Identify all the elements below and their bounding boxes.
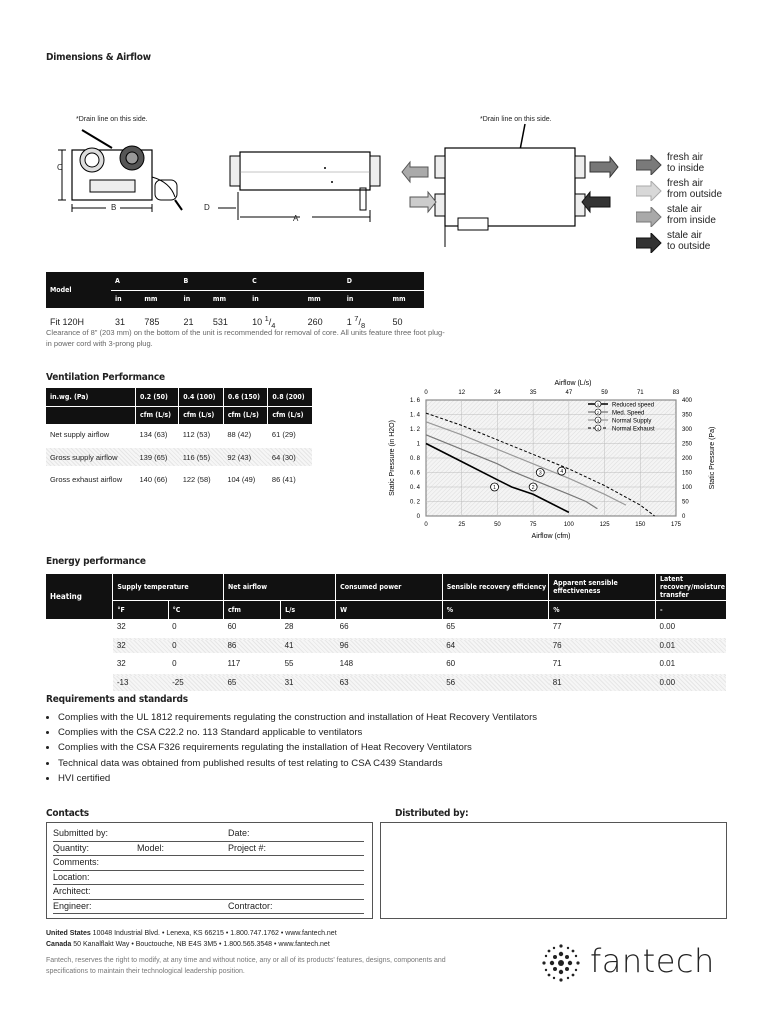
column-header: Net airflow — [223, 574, 335, 601]
x2-tick-label: 83 — [672, 390, 680, 396]
column-header: Latent recovery/moisture transfer — [656, 574, 727, 601]
dim-c-label: C — [57, 163, 63, 172]
requirements-list — [46, 710, 758, 786]
x-tick-label: 0 — [424, 522, 428, 528]
series-marker-label: 2 — [531, 485, 535, 491]
table-row — [46, 448, 312, 466]
cell: 81 — [552, 677, 562, 687]
unit-header: mm — [307, 295, 321, 304]
row-label: Gross exhaust airflow — [50, 474, 123, 484]
unit-header: in — [115, 295, 122, 304]
dim-a-label: A — [293, 214, 299, 223]
legend-item — [636, 204, 736, 230]
legend-marker-label: 2 — [596, 409, 600, 415]
y2-tick-label: 250 — [682, 441, 693, 448]
x-tick-label: 25 — [458, 522, 466, 528]
arrow-icon — [636, 181, 662, 201]
energy-table — [46, 574, 726, 691]
drain-note-right: *Drain line on this side. — [480, 116, 552, 123]
legend-label: fresh air from outside — [667, 178, 723, 200]
unit-drawings — [40, 122, 640, 272]
architect-field[interactable]: Architect: — [53, 886, 91, 896]
series-marker-label: 3 — [538, 470, 542, 477]
cell: 56 — [446, 677, 456, 687]
address-block — [46, 928, 337, 950]
cell: 0.00 — [659, 677, 676, 687]
cell: 32 — [116, 622, 126, 632]
cell: 61 (29) — [271, 429, 296, 439]
unit-header: in — [252, 295, 259, 304]
y-tick-label: 0. 4 — [409, 485, 420, 491]
x2-tick-label: 47 — [565, 390, 573, 396]
cell: 55 — [284, 659, 294, 668]
list-item: • Complies with the UL 1812 requirements regulating the construction and installation of Heat Recovery Ventilators — [58, 710, 758, 725]
table-row — [46, 619, 726, 637]
us-label: United States — [46, 930, 91, 937]
cell: -13 — [116, 677, 129, 687]
requirements-title: Requirements and standards — [46, 694, 188, 705]
dimension-note: Clearance of 8" (203 mm) on the bottom of the unit is recommended for removal of core. All units feature three foot plug-in power cord with 3-prong plug. — [46, 328, 445, 348]
cell: 65 — [446, 622, 456, 632]
cell: 0.01 — [659, 641, 676, 650]
y-tick-label: 0. 8 — [409, 456, 420, 462]
distributed-title: Distributed by: — [395, 808, 469, 819]
fantech-wordmark: fantech — [590, 942, 715, 980]
y-tick-label: 1. 2 — [409, 427, 420, 433]
table-row — [46, 655, 726, 673]
ventilation-table — [46, 388, 312, 488]
cell: 0 — [172, 622, 177, 632]
row-label: Net supply airflow — [50, 429, 110, 439]
unit-header: % — [442, 601, 548, 619]
cell: 77 — [552, 622, 562, 632]
row-label: Gross supply airflow — [50, 452, 118, 462]
table-row — [46, 673, 726, 691]
y-tick-label: 1. 4 — [409, 412, 420, 419]
cell: -25 — [172, 677, 184, 687]
x-tick-label: 75 — [529, 522, 537, 528]
unit-header: in — [346, 295, 354, 304]
y2-tick-label: 50 — [682, 499, 689, 506]
cell: 0.00 — [659, 622, 676, 632]
cell: 112 (53) — [182, 429, 211, 439]
cell: 148 — [339, 659, 354, 668]
fantech-logo-icon — [540, 942, 582, 984]
denominator: 4 — [271, 320, 276, 330]
ca-address — [46, 939, 337, 950]
series-marker-label: 4 — [560, 469, 564, 476]
x2-tick-label: 12 — [458, 390, 466, 396]
group-header: A — [115, 276, 120, 285]
energy-title: Energy performance — [46, 556, 146, 567]
location-field[interactable]: Location: — [53, 871, 90, 882]
y2-tick-label: 400 — [682, 398, 693, 404]
cell: 41 — [284, 641, 294, 650]
cell: 117 — [227, 659, 241, 668]
arrow-icon — [636, 233, 662, 253]
x2-tick-label: 71 — [636, 390, 644, 396]
unit-header: °C — [168, 601, 223, 619]
table-row — [46, 637, 726, 655]
engineer-field[interactable]: Engineer: — [53, 900, 92, 911]
submitted-field[interactable]: Submitted by: — [53, 828, 109, 838]
cell: 10 $^1/_4$ — [252, 314, 276, 330]
x-tick-label: 50 — [494, 522, 501, 528]
cell: 63 — [339, 677, 349, 687]
form-row — [53, 856, 364, 871]
y2-tick-label: 0 — [682, 514, 686, 520]
airflow-legend — [636, 152, 736, 256]
cell: 65 — [227, 677, 237, 687]
model-header: Model — [50, 286, 72, 294]
form-row — [53, 827, 364, 842]
cell: 86 — [227, 641, 237, 650]
legend-label: Reduced speed — [612, 402, 655, 409]
cell: 96 — [339, 641, 349, 650]
cell: 116 (55) — [182, 452, 211, 462]
legend-label: Normal Exhaust — [612, 426, 655, 433]
cell: 64 — [446, 641, 456, 650]
dim-d-label: D — [204, 203, 210, 212]
x2-axis-label: Airflow (L/s) — [554, 380, 592, 387]
list-item: • HVI certified — [58, 771, 758, 786]
form-row — [53, 900, 364, 915]
legend-label: stale air to outside — [667, 230, 711, 252]
cell: 86 (41) — [271, 474, 296, 484]
cell: 140 (66) — [139, 474, 168, 484]
pressure-header: 0.6 (150) — [223, 388, 268, 406]
cell: 104 (49) — [227, 474, 256, 484]
group-header: C — [252, 276, 257, 285]
y2-tick-label: 300 — [682, 427, 693, 433]
model-field[interactable]: Model: — [137, 842, 165, 853]
x-axis-label: Airflow (cfm) — [531, 533, 571, 540]
cell: 28 — [284, 622, 294, 632]
project-field[interactable]: Project #: — [228, 842, 267, 853]
dimensions-title: Dimensions & Airflow — [46, 52, 151, 63]
column-header: Apparent sensible effectiveness — [549, 574, 656, 601]
y2-axis-label: Static Pressure (Pa) — [709, 426, 716, 490]
legend-label: stale air from inside — [667, 204, 716, 226]
group-header: B — [183, 276, 189, 285]
cell: 32 — [116, 641, 126, 650]
us-address — [46, 928, 337, 939]
ventilation-title: Ventilation Performance — [46, 372, 165, 383]
series-marker-label: 1 — [493, 485, 496, 491]
form-row — [53, 842, 364, 857]
list-item: • Complies with the CSA C22.2 no. 113 Standard applicable to ventilators — [58, 725, 758, 740]
unit-header: cfm (L/s) — [179, 406, 224, 424]
cell: 76 — [552, 641, 562, 650]
cell: 50 — [392, 316, 403, 327]
denominator: 8 — [360, 320, 366, 330]
pressure-header: 0.4 (100) — [179, 388, 224, 406]
cell: 92 (43) — [227, 452, 252, 462]
contacts-form — [46, 822, 373, 919]
y2-tick-label: 100 — [682, 485, 693, 491]
contractor-field[interactable]: Contractor: — [228, 900, 273, 911]
dimension-table — [46, 272, 424, 331]
cell: 0 — [172, 659, 177, 668]
legend-marker-label: 1 — [596, 401, 600, 407]
unit-header: mm — [392, 295, 406, 304]
x-tick-label: 125 — [599, 522, 610, 528]
cell: 88 (42) — [227, 429, 252, 439]
distributed-box[interactable] — [380, 822, 727, 919]
x2-tick-label: 0 — [424, 390, 428, 396]
pressure-header: 0.8 (200) — [268, 388, 312, 406]
cell: 21 — [183, 316, 194, 327]
disclaimer: Fantech, reserves the right to modify, at any time and without notice, any or all of its products' features, designs, components and specifications to maintain their technological leadership position. — [46, 957, 446, 975]
cell: 531 — [212, 316, 228, 327]
legend-label: Med. Speed — [612, 410, 645, 417]
unit-header: in — [183, 295, 191, 304]
unit-header: cfm — [223, 601, 280, 619]
legend-item — [636, 178, 736, 204]
table-row — [46, 424, 312, 444]
column-header: Supply temperature — [113, 574, 224, 601]
cell: 60 — [446, 659, 456, 668]
dim-b-label: B — [111, 203, 117, 212]
heating-header: Heating — [50, 591, 82, 601]
unit-header: °F — [113, 601, 168, 619]
unit-header: W — [336, 601, 443, 619]
y-axis-label: Static Pressure (in H2O) — [389, 420, 396, 496]
legend-item — [636, 152, 736, 178]
cell: 31 — [284, 677, 294, 687]
table-row — [46, 470, 312, 488]
x-tick-label: 150 — [635, 522, 646, 528]
column-header: Sensible recovery efficiency — [442, 574, 548, 601]
unit-header: cfm (L/s) — [136, 406, 179, 424]
cell: 60 — [227, 622, 237, 632]
cell: 66 — [339, 622, 349, 632]
x2-tick-label: 59 — [601, 390, 608, 396]
pressure-header: 0.2 (50) — [136, 388, 179, 406]
cell: 71 — [552, 659, 562, 668]
x2-tick-label: 35 — [529, 390, 537, 396]
list-item: • Technical data was obtained from published results of test relating to CSA C439 Standards — [58, 756, 758, 771]
comments-field[interactable]: Comments: — [53, 857, 100, 867]
unit-header: cfm (L/s) — [223, 406, 268, 424]
form-row — [53, 871, 364, 886]
column-header: Consumed power — [336, 574, 443, 601]
cell: 1 $^7/_8$ — [346, 314, 366, 330]
x2-tick-label: 24 — [494, 390, 501, 396]
contacts-title: Contacts — [46, 808, 89, 819]
cell: 64 (30) — [271, 452, 296, 462]
unit-header: cfm (L/s) — [268, 406, 312, 424]
unit-header: mm — [212, 295, 227, 304]
y-tick-label: 0. 6 — [409, 470, 420, 477]
group-header: D — [346, 276, 352, 285]
cell: 122 (58) — [182, 474, 211, 484]
model-cell: Fit 120H — [50, 316, 85, 327]
cell: 32 — [116, 659, 126, 668]
cell: 134 (63) — [139, 429, 168, 439]
unit-header: - — [656, 601, 727, 619]
x-tick-label: 175 — [670, 522, 682, 528]
arrow-icon — [636, 207, 662, 227]
unit-header: L/s — [281, 601, 336, 619]
y-tick-label: 1. 6 — [409, 398, 420, 404]
legend-item — [636, 230, 736, 256]
drain-note-left: *Drain line on this side. — [76, 116, 148, 123]
cell: 0.01 — [659, 659, 676, 668]
cell: 0 — [172, 641, 177, 650]
numerator: 7 — [354, 314, 359, 323]
ca-label: Canada — [46, 941, 72, 948]
cell: 260 — [307, 316, 323, 327]
ca-text: 50 Kanalflakt Way • Bouctouche, NB E4S 3M5 • 1.800.565.3548 • www.fantech.net — [71, 941, 330, 948]
performance-chart — [380, 372, 730, 542]
list-item: • Complies with the CSA F326 requirements regulating the installation of Heat Recovery Ventilators — [58, 740, 758, 755]
cell: 785 — [144, 316, 160, 327]
cell: 139 (65) — [139, 452, 168, 462]
legend-marker-label: 3 — [596, 417, 600, 423]
y2-tick-label: 200 — [682, 456, 693, 462]
us-text: 10048 Industrial Blvd. • Lenexa, KS 66215 • 1.800.747.1762 • www.fantech.net — [90, 930, 337, 937]
unit-header: mm — [144, 295, 158, 304]
legend-label: fresh air to inside — [667, 152, 705, 174]
form-row — [53, 885, 364, 900]
arrow-icon — [636, 155, 662, 175]
numerator: 1 — [264, 314, 269, 323]
quantity-field[interactable]: Quantity: — [53, 842, 90, 853]
whole: 1 — [346, 317, 352, 327]
legend-marker-label: 4 — [596, 425, 600, 431]
y-tick-label: 0. 2 — [409, 499, 420, 506]
unit-header: % — [549, 601, 656, 619]
x-tick-label: 100 — [563, 522, 574, 528]
pressure-col-header: in.wg. (Pa) — [50, 392, 89, 401]
whole: 10 — [252, 317, 263, 327]
cell: 31 — [115, 316, 126, 327]
y-tick-label: 0 — [416, 514, 420, 520]
y2-tick-label: 150 — [682, 470, 693, 477]
legend-label: Normal Supply — [612, 418, 652, 425]
y2-tick-label: 350 — [682, 412, 693, 419]
date-field[interactable]: Date: — [228, 828, 250, 838]
y-tick-label: 1 — [416, 441, 420, 448]
